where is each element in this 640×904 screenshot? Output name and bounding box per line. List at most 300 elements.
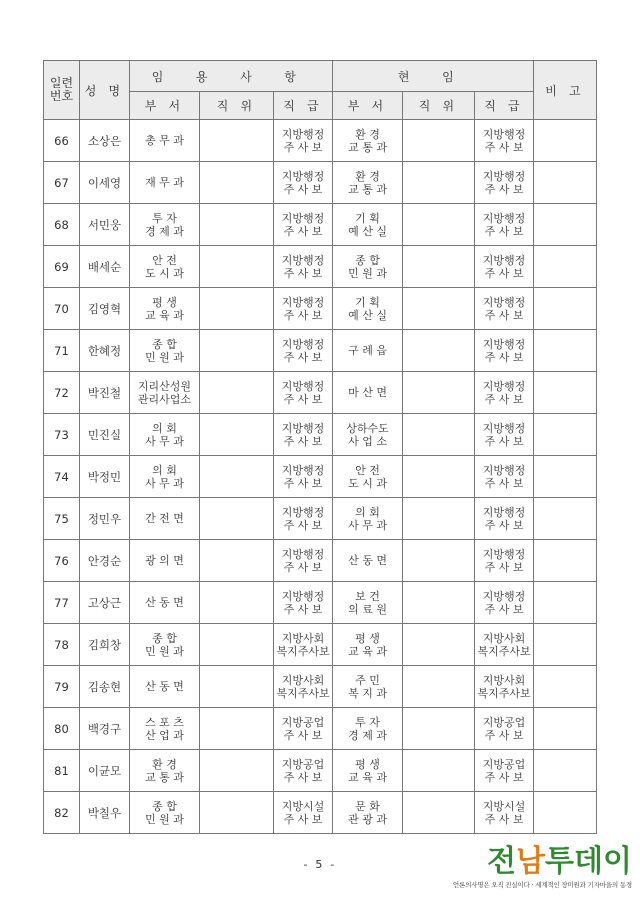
new-grade (274, 120, 333, 162)
current-position (403, 162, 475, 204)
current-department (333, 498, 403, 540)
header-seq-line1: 일련 (49, 76, 74, 90)
new-department-line: 스 포 츠 (145, 715, 184, 729)
current-grade-line: 지방공업 (482, 715, 526, 729)
current-department-line: 상하수도 (346, 421, 389, 435)
employee-name: 박칠우 (80, 792, 130, 834)
table-row (44, 330, 597, 372)
remarks (534, 456, 597, 498)
new-grade (274, 582, 333, 624)
new-department-line: 민 원 과 (145, 644, 184, 658)
current-department (333, 666, 403, 708)
current-department-line: 평 생 (355, 631, 380, 645)
current-department-line: 경 제 과 (348, 728, 387, 742)
new-department-line: 재 무 과 (145, 176, 184, 189)
new-grade-line: 지방사회 (281, 631, 325, 645)
new-grade-line: 지방행정 (281, 379, 325, 393)
current-department-line: 구 례 읍 (348, 344, 387, 357)
employee-name: 소상은 (80, 120, 130, 162)
current-department (333, 288, 403, 330)
new-department-line: 평 생 (152, 295, 177, 309)
new-grade (274, 246, 333, 288)
current-department (333, 414, 403, 456)
new-department (130, 120, 200, 162)
row-number: 76 (44, 540, 80, 582)
current-department (333, 456, 403, 498)
employee-name: 배세순 (80, 246, 130, 288)
current-grade-line: 주 사 보 (484, 476, 524, 490)
row-number: 68 (44, 204, 80, 246)
new-grade-line: 주 사 보 (283, 392, 323, 406)
table-header (44, 61, 597, 120)
page-number: - 5 - (303, 858, 337, 871)
current-department-line: 교 통 과 (348, 140, 387, 154)
new-position (200, 456, 274, 498)
new-position (200, 162, 274, 204)
current-grade (475, 498, 534, 540)
header-new-dept: 부 서 (130, 92, 200, 120)
table-row (44, 498, 597, 540)
employee-name: 박정민 (80, 456, 130, 498)
new-grade-line: 주 사 보 (283, 140, 323, 154)
current-department-line: 교 육 과 (348, 770, 387, 784)
header-new-position: 직 위 (200, 92, 274, 120)
current-grade (475, 624, 534, 666)
current-position (403, 582, 475, 624)
current-grade-line: 지방사회 (482, 673, 526, 687)
row-number: 74 (44, 456, 80, 498)
remarks (534, 162, 597, 204)
employee-name: 박진철 (80, 372, 130, 414)
current-grade-line: 주 사 보 (484, 266, 524, 280)
new-position (200, 288, 274, 330)
current-department (333, 540, 403, 582)
current-position (403, 246, 475, 288)
current-grade-line: 주 사 보 (484, 560, 524, 574)
new-grade-line: 주 사 보 (283, 476, 323, 490)
new-grade-line: 지방행정 (281, 253, 325, 267)
row-number: 79 (44, 666, 80, 708)
remarks (534, 330, 597, 372)
current-grade-line: 지방공업 (482, 757, 526, 771)
new-department-line: 지리산성원 (137, 379, 192, 393)
new-grade-line: 주 사 보 (283, 728, 323, 742)
appointment-table (43, 60, 597, 834)
current-grade (475, 246, 534, 288)
current-department-line: 종 합 (355, 253, 380, 267)
new-department-line: 광 의 면 (145, 554, 184, 567)
current-department (333, 246, 403, 288)
header-new-grade: 직 급 (274, 92, 333, 120)
new-position (200, 120, 274, 162)
new-department-line: 관리사업소 (137, 392, 192, 406)
new-department (130, 414, 200, 456)
table-row (44, 162, 597, 204)
current-department (333, 204, 403, 246)
current-position (403, 750, 475, 792)
current-department-line: 투 자 (355, 715, 380, 729)
new-grade-line: 주 사 보 (283, 224, 323, 238)
employee-name: 이세영 (80, 162, 130, 204)
remarks (534, 792, 597, 834)
table-row (44, 750, 597, 792)
new-grade-line: 지방공업 (281, 757, 325, 771)
current-department-line: 기 획 (355, 295, 380, 309)
new-grade (274, 204, 333, 246)
new-grade-line: 지방행정 (281, 463, 325, 477)
new-grade-line: 주 사 보 (283, 602, 323, 616)
new-department-line: 민 원 과 (145, 350, 184, 364)
logo-part2: 남 (516, 844, 546, 879)
current-department-line: 도 시 과 (348, 476, 387, 490)
remarks (534, 204, 597, 246)
new-grade (274, 372, 333, 414)
new-department-line: 교 육 과 (145, 308, 184, 322)
new-grade (274, 540, 333, 582)
header-cur-grade: 직 급 (475, 92, 534, 120)
new-position (200, 708, 274, 750)
current-grade-line: 지방사회 (482, 631, 526, 645)
current-grade-line: 지방행정 (482, 253, 526, 267)
remarks (534, 540, 597, 582)
header-appointment: 임 용 사 항 (130, 61, 333, 92)
new-position (200, 414, 274, 456)
employee-name: 한혜정 (80, 330, 130, 372)
new-department (130, 624, 200, 666)
current-department (333, 372, 403, 414)
current-department (333, 624, 403, 666)
logo-part1: 전 (487, 844, 517, 879)
current-grade-line: 주 사 보 (484, 308, 524, 322)
current-position (403, 288, 475, 330)
current-department (333, 708, 403, 750)
new-department (130, 288, 200, 330)
current-position (403, 204, 475, 246)
logo-part3: 투데이 (545, 844, 632, 879)
new-grade (274, 288, 333, 330)
header-name: 성 명 (80, 61, 130, 120)
current-department-line: 안 전 (355, 463, 380, 477)
new-position (200, 330, 274, 372)
current-grade (475, 540, 534, 582)
employee-name: 백경구 (80, 708, 130, 750)
remarks (534, 246, 597, 288)
current-department-line: 관 광 과 (348, 812, 387, 826)
remarks (534, 582, 597, 624)
current-department-line: 복 지 과 (348, 686, 387, 700)
employee-name: 정민우 (80, 498, 130, 540)
table-row (44, 792, 597, 834)
employee-name: 서민웅 (80, 204, 130, 246)
current-department-line: 예 산 실 (348, 308, 387, 322)
new-department (130, 204, 200, 246)
new-grade-line: 지방행정 (281, 127, 325, 141)
current-department-line: 사 무 과 (348, 518, 387, 532)
new-department (130, 582, 200, 624)
new-position (200, 792, 274, 834)
remarks (534, 498, 597, 540)
new-department (130, 540, 200, 582)
new-department-line: 교 통 과 (145, 770, 184, 784)
employee-name: 안경순 (80, 540, 130, 582)
new-position (200, 498, 274, 540)
new-grade-line: 주 사 보 (283, 518, 323, 532)
remarks (534, 750, 597, 792)
table-row (44, 666, 597, 708)
new-grade-line: 주 사 보 (283, 770, 323, 784)
table-row (44, 456, 597, 498)
new-department (130, 246, 200, 288)
header-cur-dept: 부 서 (333, 92, 403, 120)
new-grade-line: 주 사 보 (283, 434, 323, 448)
current-department-line: 산 동 면 (348, 554, 387, 567)
current-grade-line: 주 사 보 (484, 518, 524, 532)
current-department-line: 의 회 (355, 505, 380, 519)
row-number: 73 (44, 414, 80, 456)
current-grade (475, 204, 534, 246)
new-grade-line: 지방행정 (281, 421, 325, 435)
new-department-line: 도 시 과 (145, 266, 184, 280)
current-grade (475, 792, 534, 834)
new-department-line: 사 무 과 (145, 476, 184, 490)
new-grade-line: 지방행정 (281, 589, 325, 603)
current-grade (475, 288, 534, 330)
new-department-line: 사 무 과 (145, 434, 184, 448)
current-grade-line: 주 사 보 (484, 812, 524, 826)
new-grade-line: 지방행정 (281, 337, 325, 351)
current-position (403, 330, 475, 372)
current-position (403, 414, 475, 456)
remarks (534, 624, 597, 666)
current-grade-line: 지방행정 (482, 589, 526, 603)
new-department-line: 산 동 면 (145, 596, 184, 609)
current-department (333, 792, 403, 834)
new-grade-line: 지방행정 (281, 169, 325, 183)
current-grade (475, 456, 534, 498)
new-department (130, 162, 200, 204)
table-row (44, 120, 597, 162)
logo-tagline: 언론의사명은 오직 진실이다 · 세계적인 장미원과 기자마을의 동경 (452, 881, 632, 889)
current-department-line: 보 건 (355, 589, 380, 603)
new-position (200, 624, 274, 666)
new-department (130, 792, 200, 834)
new-department-line: 간 전 면 (145, 512, 184, 525)
header-cur-position: 직 위 (403, 92, 475, 120)
new-department-line: 총 무 과 (145, 134, 184, 147)
new-grade-line: 주 사 보 (283, 266, 323, 280)
current-department (333, 750, 403, 792)
new-position (200, 204, 274, 246)
new-grade (274, 456, 333, 498)
row-number: 70 (44, 288, 80, 330)
current-grade-line: 주 사 보 (484, 770, 524, 784)
current-department (333, 330, 403, 372)
table-row (44, 246, 597, 288)
current-grade-line: 주 사 보 (484, 224, 524, 238)
new-grade-line: 지방시설 (281, 799, 325, 813)
new-grade-line: 지방행정 (281, 295, 325, 309)
row-number: 75 (44, 498, 80, 540)
new-grade-line: 지방행정 (281, 211, 325, 225)
new-department-line: 안 전 (152, 253, 177, 267)
header-current: 현 임 (333, 61, 534, 92)
header-remarks: 비 고 (534, 61, 597, 120)
employee-name: 김영혁 (80, 288, 130, 330)
current-department-line: 문 화 (355, 799, 380, 813)
remarks (534, 372, 597, 414)
current-grade-line: 주 사 보 (484, 392, 524, 406)
current-position (403, 120, 475, 162)
new-position (200, 750, 274, 792)
current-grade (475, 120, 534, 162)
current-grade (475, 372, 534, 414)
current-grade (475, 750, 534, 792)
new-grade-line: 지방사회 (281, 673, 325, 687)
current-position (403, 540, 475, 582)
header-seq (44, 61, 80, 120)
current-grade-line: 복지주사보 (477, 644, 531, 658)
row-number: 71 (44, 330, 80, 372)
remarks (534, 414, 597, 456)
row-number: 69 (44, 246, 80, 288)
new-department (130, 708, 200, 750)
current-department-line: 평 생 (355, 757, 380, 771)
new-position (200, 540, 274, 582)
table-row (44, 414, 597, 456)
row-number: 72 (44, 372, 80, 414)
current-department-line: 환 경 (355, 169, 380, 183)
current-position (403, 624, 475, 666)
newspaper-logo (432, 846, 632, 889)
new-department-line: 의 회 (152, 463, 177, 477)
current-department-line: 기 획 (355, 211, 380, 225)
current-department-line: 환 경 (355, 127, 380, 141)
current-grade-line: 주 사 보 (484, 602, 524, 616)
employee-name: 민진실 (80, 414, 130, 456)
new-department-line: 의 회 (152, 421, 177, 435)
table-row (44, 372, 597, 414)
current-department (333, 120, 403, 162)
employee-name: 고상근 (80, 582, 130, 624)
current-grade (475, 582, 534, 624)
current-grade-line: 지방행정 (482, 379, 526, 393)
new-grade-line: 주 사 보 (283, 308, 323, 322)
current-grade (475, 414, 534, 456)
employee-name: 이균모 (80, 750, 130, 792)
new-department-line: 경 제 과 (145, 224, 184, 238)
current-grade-line: 주 사 보 (484, 140, 524, 154)
new-department-line: 민 원 과 (145, 812, 184, 826)
current-position (403, 666, 475, 708)
new-grade (274, 498, 333, 540)
new-department (130, 330, 200, 372)
new-position (200, 582, 274, 624)
new-department-line: 종 합 (152, 631, 177, 645)
row-number: 82 (44, 792, 80, 834)
table-row (44, 204, 597, 246)
current-grade-line: 지방행정 (482, 295, 526, 309)
row-number: 81 (44, 750, 80, 792)
new-grade-line: 주 사 보 (283, 182, 323, 196)
new-department (130, 372, 200, 414)
current-grade (475, 666, 534, 708)
table-row (44, 540, 597, 582)
row-number: 77 (44, 582, 80, 624)
current-grade-line: 지방행정 (482, 421, 526, 435)
new-department-line: 환 경 (152, 757, 177, 771)
current-position (403, 792, 475, 834)
current-department-line: 교 육 과 (348, 644, 387, 658)
new-grade (274, 162, 333, 204)
new-department-line: 종 합 (152, 799, 177, 813)
current-grade-line: 복지주사보 (477, 686, 531, 700)
current-grade-line: 주 사 보 (484, 182, 524, 196)
current-grade-line: 지방행정 (482, 337, 526, 351)
current-grade-line: 지방시설 (482, 799, 526, 813)
new-grade (274, 708, 333, 750)
current-grade-line: 지방행정 (482, 505, 526, 519)
current-department-line: 주 민 (355, 673, 380, 687)
new-position (200, 372, 274, 414)
new-grade (274, 750, 333, 792)
remarks (534, 120, 597, 162)
current-department (333, 162, 403, 204)
current-grade-line: 지방행정 (482, 169, 526, 183)
current-grade (475, 162, 534, 204)
current-grade-line: 주 사 보 (484, 434, 524, 448)
logo-wordmark (432, 846, 632, 878)
new-grade-line: 주 사 보 (283, 350, 323, 364)
current-department-line: 마 산 면 (348, 386, 387, 399)
table-row (44, 582, 597, 624)
new-department (130, 456, 200, 498)
current-department-line: 의 료 원 (348, 602, 387, 616)
current-position (403, 456, 475, 498)
new-grade-line: 지방공업 (281, 715, 325, 729)
employee-name: 김희창 (80, 624, 130, 666)
current-grade-line: 지방행정 (482, 211, 526, 225)
employee-name: 김송현 (80, 666, 130, 708)
current-position (403, 498, 475, 540)
row-number: 80 (44, 708, 80, 750)
current-position (403, 372, 475, 414)
remarks (534, 666, 597, 708)
current-grade-line: 주 사 보 (484, 728, 524, 742)
new-grade-line: 지방행정 (281, 505, 325, 519)
new-grade-line: 지방행정 (281, 547, 325, 561)
row-number: 67 (44, 162, 80, 204)
current-grade-line: 주 사 보 (484, 350, 524, 364)
current-department (333, 582, 403, 624)
current-department-line: 예 산 실 (348, 224, 387, 238)
new-position (200, 246, 274, 288)
new-grade (274, 414, 333, 456)
row-number: 78 (44, 624, 80, 666)
new-grade (274, 624, 333, 666)
new-department-line: 산 업 과 (145, 728, 184, 742)
new-department-line: 종 합 (152, 337, 177, 351)
new-department (130, 666, 200, 708)
new-grade-line: 주 사 보 (283, 560, 323, 574)
new-grade-line: 복지주사보 (276, 686, 330, 700)
table-row (44, 708, 597, 750)
table-row (44, 624, 597, 666)
current-department-line: 교 통 과 (348, 182, 387, 196)
current-department-line: 민 원 과 (348, 266, 387, 280)
new-department-line: 산 동 면 (145, 680, 184, 693)
current-position (403, 708, 475, 750)
current-grade-line: 지방행정 (482, 127, 526, 141)
